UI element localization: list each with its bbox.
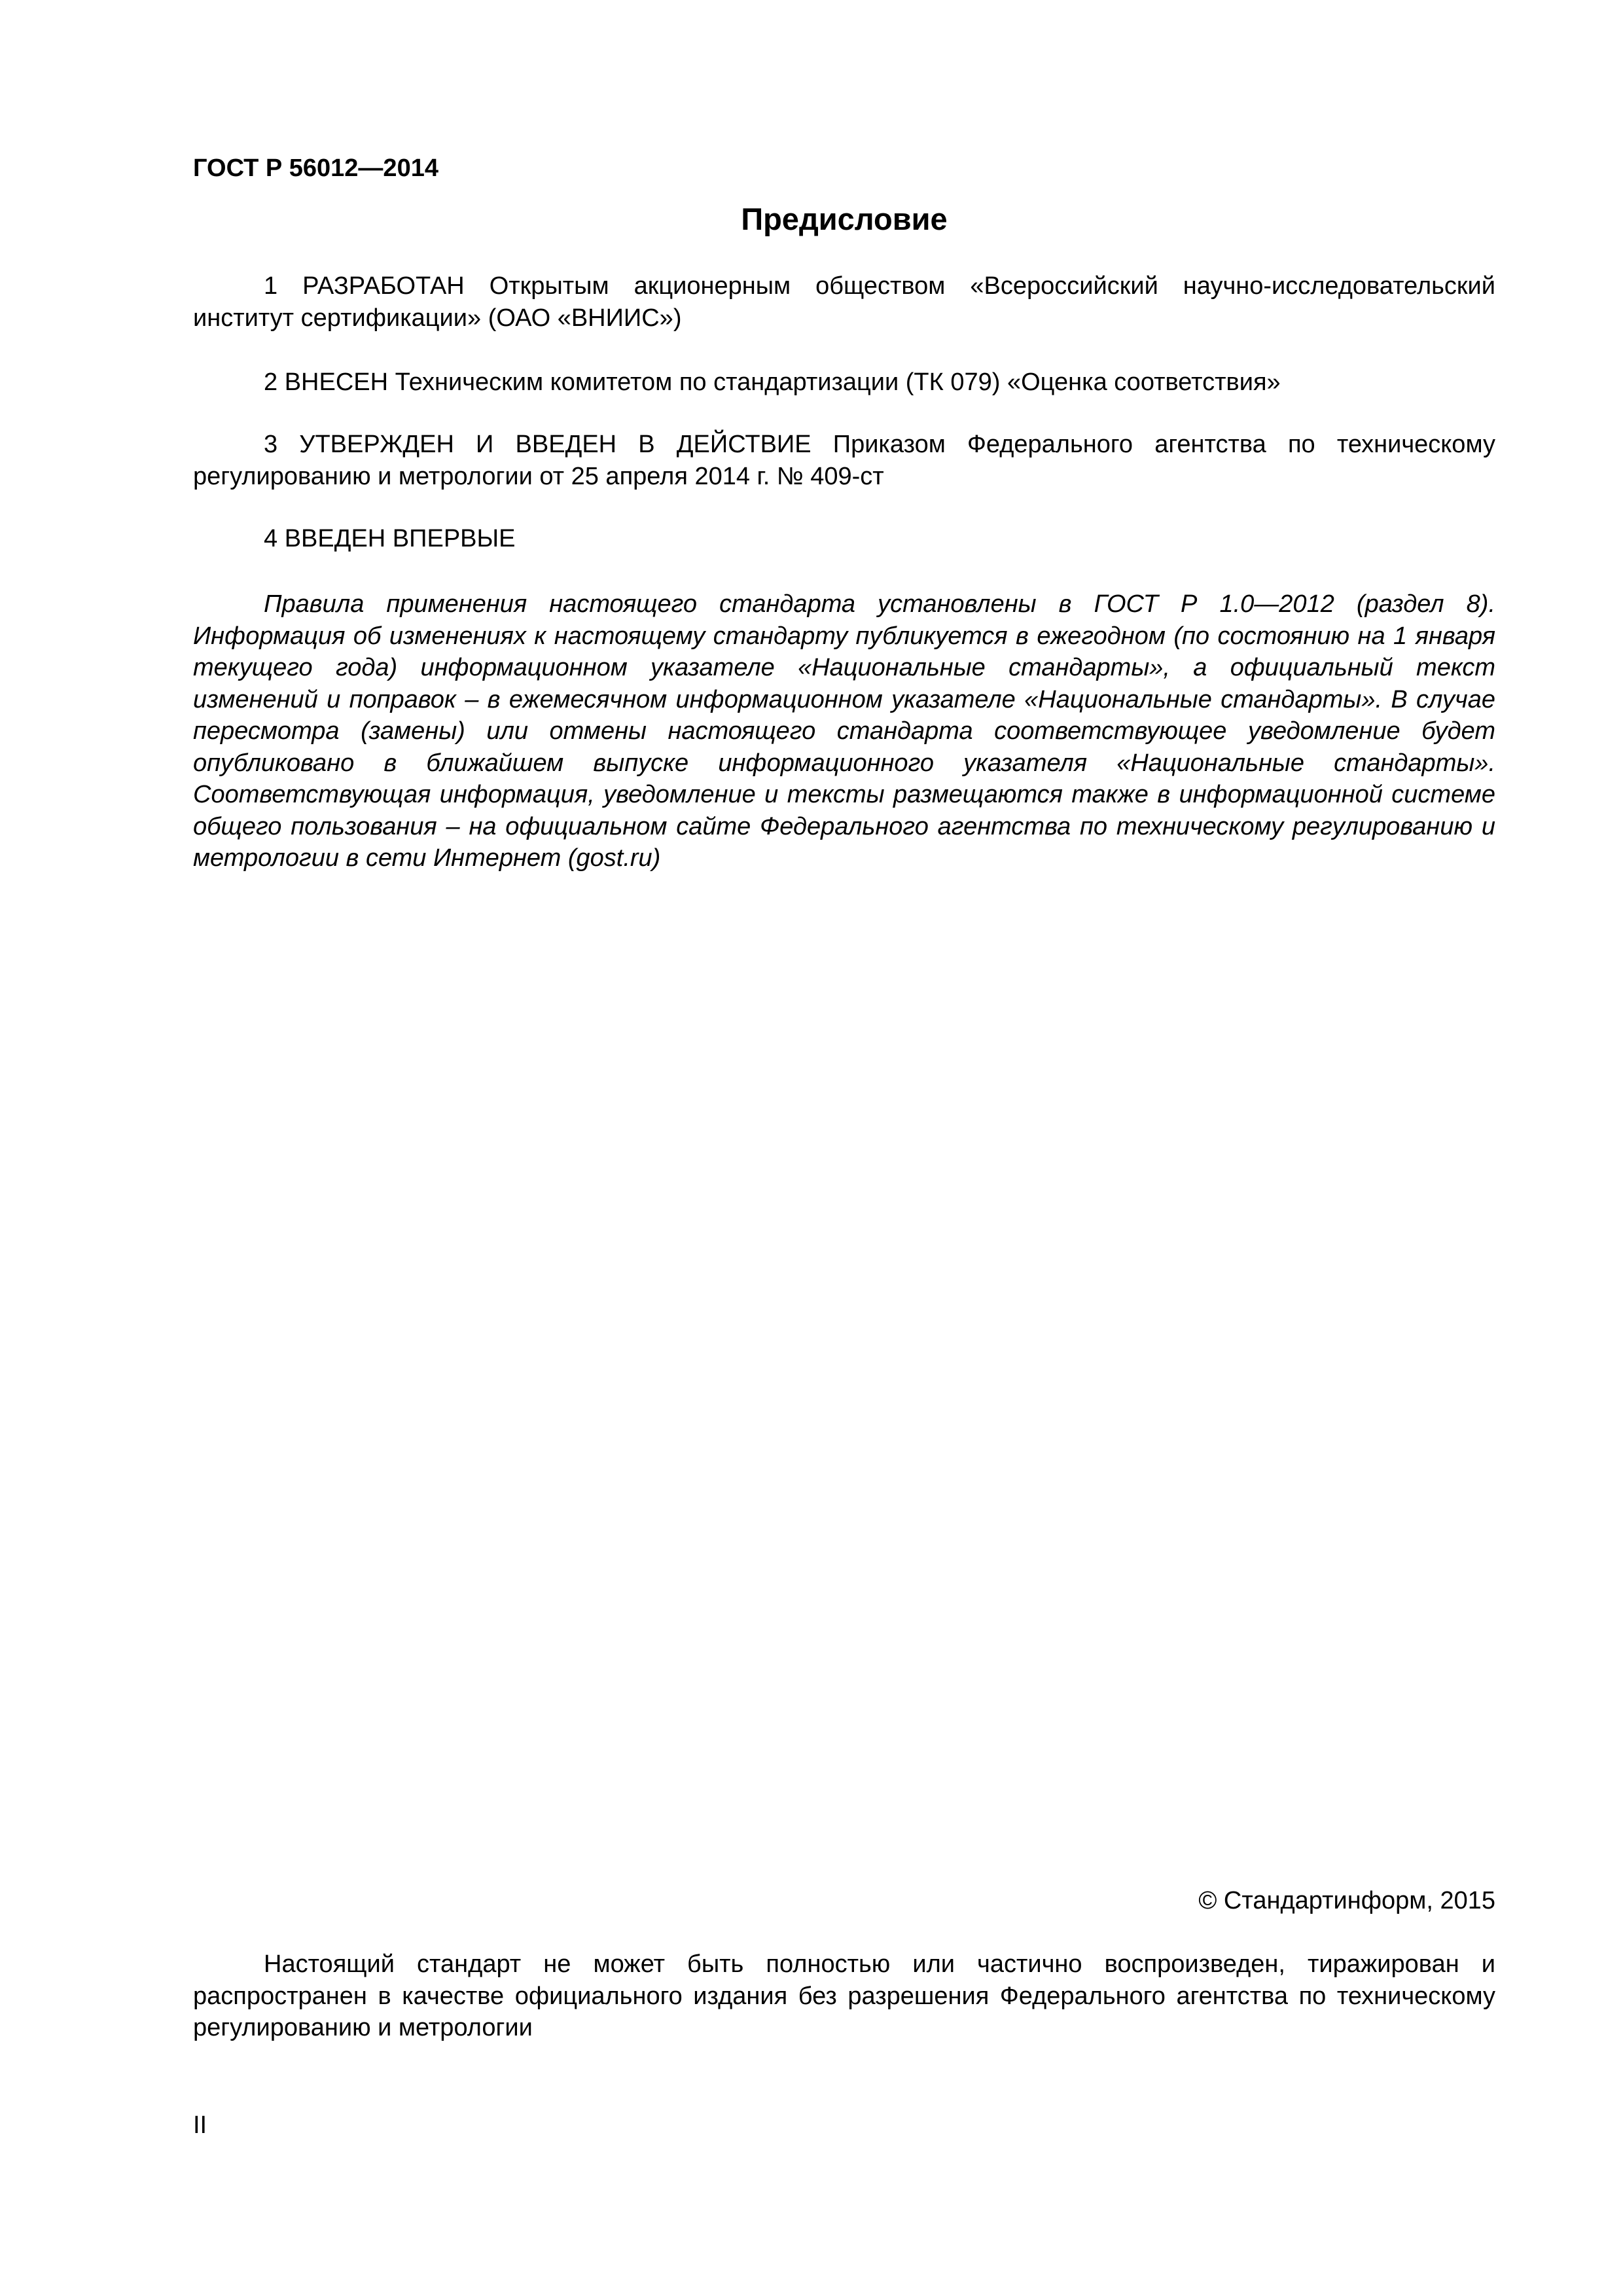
page-number: II xyxy=(193,2111,207,2139)
paragraph-developed-by: 1 РАЗРАБОТАН Открытым акционерным обществом «Всероссийский научно-исследовательский институт сертификации» (ОАО «ВНИИС») xyxy=(193,272,1495,332)
paragraph-first-introduced: 4 ВВЕДЕН ВПЕРВЫЕ xyxy=(264,525,516,552)
copyright-notice: © Стандартинформ, 2015 xyxy=(1198,1887,1495,1914)
reproduction-notice: Настоящий стандарт не может быть полностью или частично воспроизведен, тиражирован и распространен в качестве официального издания без разрешения Федерального агентства по техническому регулированию и метрологии xyxy=(193,1950,1495,2041)
paragraph-approved: 3 УТВЕРЖДЕН И ВВЕДЕН В ДЕЙСТВИЕ Приказом Федерального агентства по техническому регулированию и метрологии от 25 апреля 2014 г. № 409-ст xyxy=(193,431,1495,490)
page-title: Предисловие xyxy=(741,202,948,236)
paragraph-introduced-by: 2 ВНЕСЕН Техническим комитетом по стандартизации (ТК 079) «Оценка соответствия» xyxy=(264,368,1281,396)
paragraph-rules-note: Правила применения настоящего стандарта установлены в ГОСТ Р 1.0—2012 (раздел 8). Информация об изменениях к настоящему стандарту публикуется в ежегодном (по состоянию на 1 января текущего года) информационном указателе «Национальные стандарты», а официальный текст изменений и поправок – в ежемесячном информационном указателе «Национальные стандарты». В случае пересмотра (замены) или отмены настоящего стандарта соответствующее уведомление будет опубликовано в ближайшем выпуске информационного указателя «Национальные стандарты». Соответствующая информация, уведомление и тексты размещаются также в информационной системе общего пользования – на официальном сайте Федерального агентства по техническому регулированию и метрологии в сети Интернет (gost.ru) xyxy=(193,590,1495,872)
standard-code-header: ГОСТ Р 56012—2014 xyxy=(193,154,438,182)
